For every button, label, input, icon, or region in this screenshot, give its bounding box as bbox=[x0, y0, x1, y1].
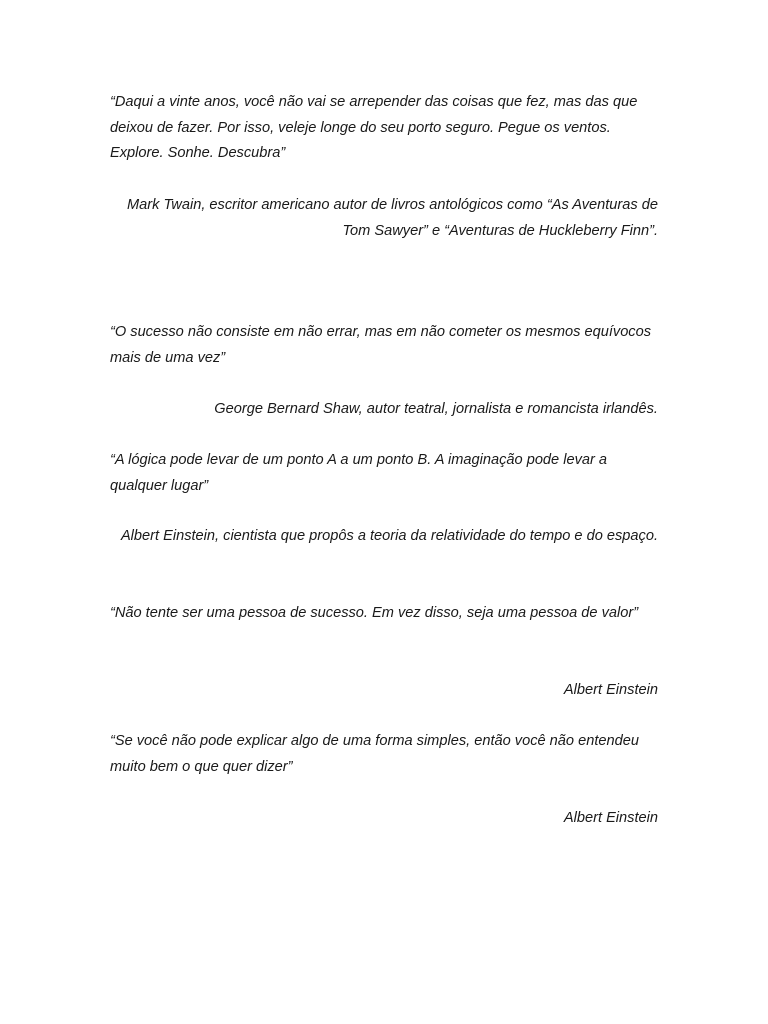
quote-4: “Não tente ser uma pessoa de sucesso. Em vez disso, seja uma pessoa de valor” bbox=[110, 605, 639, 621]
author-2: George Bernard Shaw, autor teatral, jornalista e romancista irlandês. bbox=[214, 401, 658, 417]
author-5: Albert Einstein bbox=[563, 810, 658, 826]
quote-5: “Se você não pode explicar algo de uma forma simples, então você não entendeu muito bem o que quer dizer” bbox=[110, 733, 639, 775]
author-3: Albert Einstein, cientista que propôs a teoria da relatividade do tempo e do espaço. bbox=[120, 528, 658, 544]
quote-3: “A lógica pode levar de um ponto A a um ponto B. A imaginação pode levar a qualquer lugar” bbox=[110, 452, 608, 494]
author-1: Mark Twain, escritor americano autor de livros antológicos como “As Aventuras de Tom Sawyer” e “Aventuras de Huckleberry Finn”. bbox=[126, 197, 658, 239]
author-4: Albert Einstein bbox=[563, 682, 658, 698]
quote-1: “Daqui a vinte anos, você não vai se arrepender das coisas que fez, mas das que deixou de fazer. Por isso, veleje longe do seu porto seguro. Pegue os ventos. Explore. Sonhe. Descubra” bbox=[110, 94, 638, 161]
quote-2: “O sucesso não consiste em não errar, mas em não cometer os mesmos equívocos mais de uma vez” bbox=[110, 324, 652, 366]
